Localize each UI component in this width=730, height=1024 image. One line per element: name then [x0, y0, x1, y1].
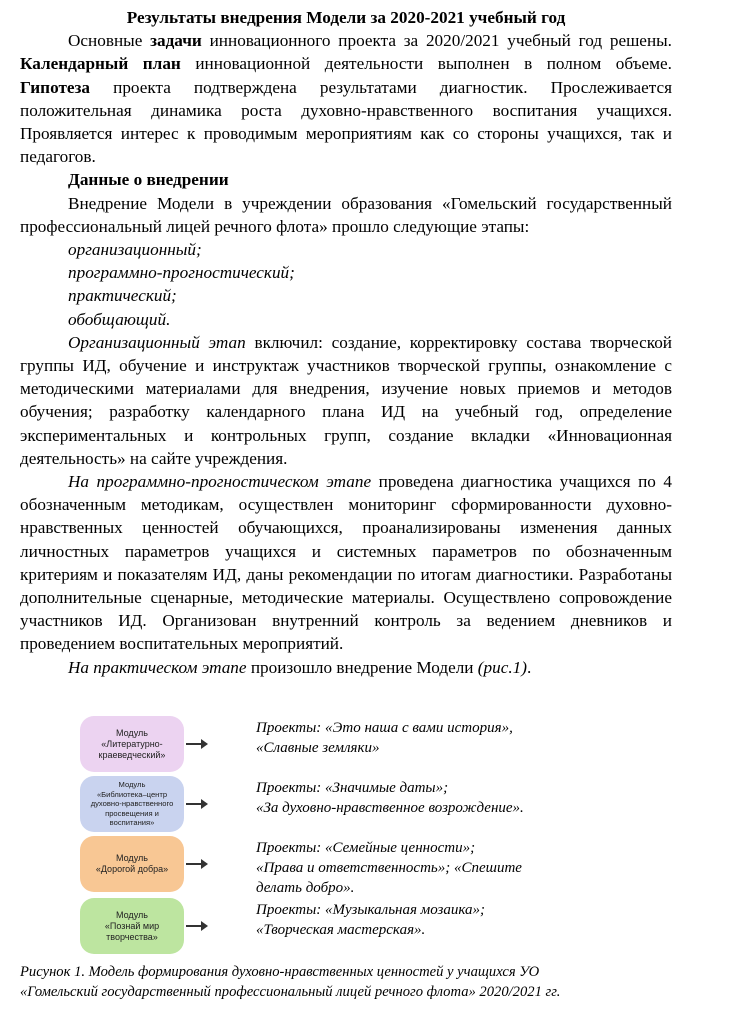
- practical-stage-end: .: [526, 657, 532, 677]
- module-box: Модуль «Познай мир творчества»: [80, 898, 184, 954]
- figure-caption: Рисунок 1. Модель формирования духовно-нравственных ценностей у учащихся УО «Гомельский государственный профессиональный лицей речного флота» 2020/2021 гг.: [20, 964, 561, 1000]
- module-row: [70, 836, 650, 896]
- org-stage-text: включил: создание, корректировку состава творческой группы ИД, обучение и инструктаж участников творческой группы, ознакомление с методическими материалами для внедрения, изучение новых приемов и методов обучения; разработку календарного плана ИД на учебный год, определение экспериментальных и контрольных групп, создание вкладки «Инновационная деятельность» на сайте учреждения.: [20, 332, 672, 468]
- module-box: Модуль «Литературно- краеведческий»: [80, 716, 184, 772]
- intro-text-1: Основные: [68, 31, 151, 51]
- practical-stage-lead: На практическом этапе: [68, 657, 247, 677]
- module-projects: Проекты: «Семейные ценности»; «Права и ответственность»; «Спешите делать добро».: [256, 840, 522, 896]
- arrow-icon: [186, 743, 206, 745]
- module-projects: Проекты: «Музыкальная мозаика»; «Творческая мастерская».: [256, 902, 486, 938]
- practical-stage-paragraph: [20, 656, 672, 679]
- arrow-icon: [186, 803, 206, 805]
- intro-paragraph: [20, 29, 672, 168]
- intro-bold-hypothesis: Гипотеза: [20, 77, 91, 97]
- module-row: [70, 776, 650, 832]
- document-page: [20, 6, 672, 679]
- arrow-icon: [186, 863, 206, 865]
- prog-stage-paragraph: [20, 470, 672, 656]
- stages-list: [20, 238, 672, 331]
- module-row: [70, 898, 650, 954]
- implementation-paragraph: Внедрение Модели в учреждении образования «Гомельский государственный профессиональный лицей речного флота» прошло следующие этапы:: [20, 193, 672, 236]
- intro-bold-tasks: задачи: [150, 31, 202, 51]
- org-stage-paragraph: [20, 331, 672, 470]
- stage-item: обобщающий.: [68, 309, 171, 329]
- figure-model-diagram: [70, 712, 650, 957]
- org-stage-lead: Организационный этап: [68, 332, 246, 352]
- intro-text-4: проекта подтверждена результатами диагностик. Прослеживается положительная динамика роста духовно-нравственного воспитания учащихся. Проявляется интерес к проводимым мероприятиям как со стороны учащихся, так и педагогов.: [20, 77, 672, 167]
- practical-stage-text: произошло внедрение Модели: [246, 657, 478, 677]
- arrow-icon: [186, 925, 206, 927]
- prog-stage-text: проведена диагностика учащихся по 4 обозначенным методикам, осуществлен мониторинг сформированности духовно-нравственных ценностей обучающихся, проанализированы изменения данных личностных параметров учащихся и системных параметров по обозначенным критериям и показателям ИД, даны рекомендации по итогам диагностики. Разработаны дополнительные сценарные, методические материалы. Осуществлено сопровождение участников ИД. Организован внутренний контроль за ведением дневников и проведением воспитательных мероприятий.: [20, 472, 673, 654]
- module-projects: Проекты: «Это наша с вами история», «Славные земляки»: [256, 720, 513, 756]
- stage-item: практический;: [68, 286, 177, 306]
- stage-item: программно-прогностический;: [68, 263, 295, 283]
- figure-reference: (рис.1): [477, 657, 527, 677]
- module-box: Модуль «Дорогой добра»: [80, 836, 184, 892]
- page-title: Результаты внедрения Модели за 2020-2021 учебный год: [126, 8, 566, 27]
- module-box: Модуль «Библиотека–центр духовно-нравственного просвещения и воспитания»: [80, 776, 184, 832]
- intro-text-3: инновационной деятельности выполнен в полном объеме.: [180, 54, 672, 74]
- intro-text-2: инновационного проекта за 2020/2021 учебный год решены.: [201, 31, 672, 51]
- stage-item: организационный;: [68, 240, 202, 260]
- module-row: [70, 716, 650, 772]
- prog-stage-lead: На программно-прогностическом этапе: [68, 472, 372, 492]
- intro-bold-plan: Календарный план: [20, 54, 181, 74]
- module-projects: Проекты: «Значимые даты»; «За духовно-нравственное возрождение».: [256, 780, 524, 816]
- section-subheading: Данные о внедрении: [68, 170, 229, 190]
